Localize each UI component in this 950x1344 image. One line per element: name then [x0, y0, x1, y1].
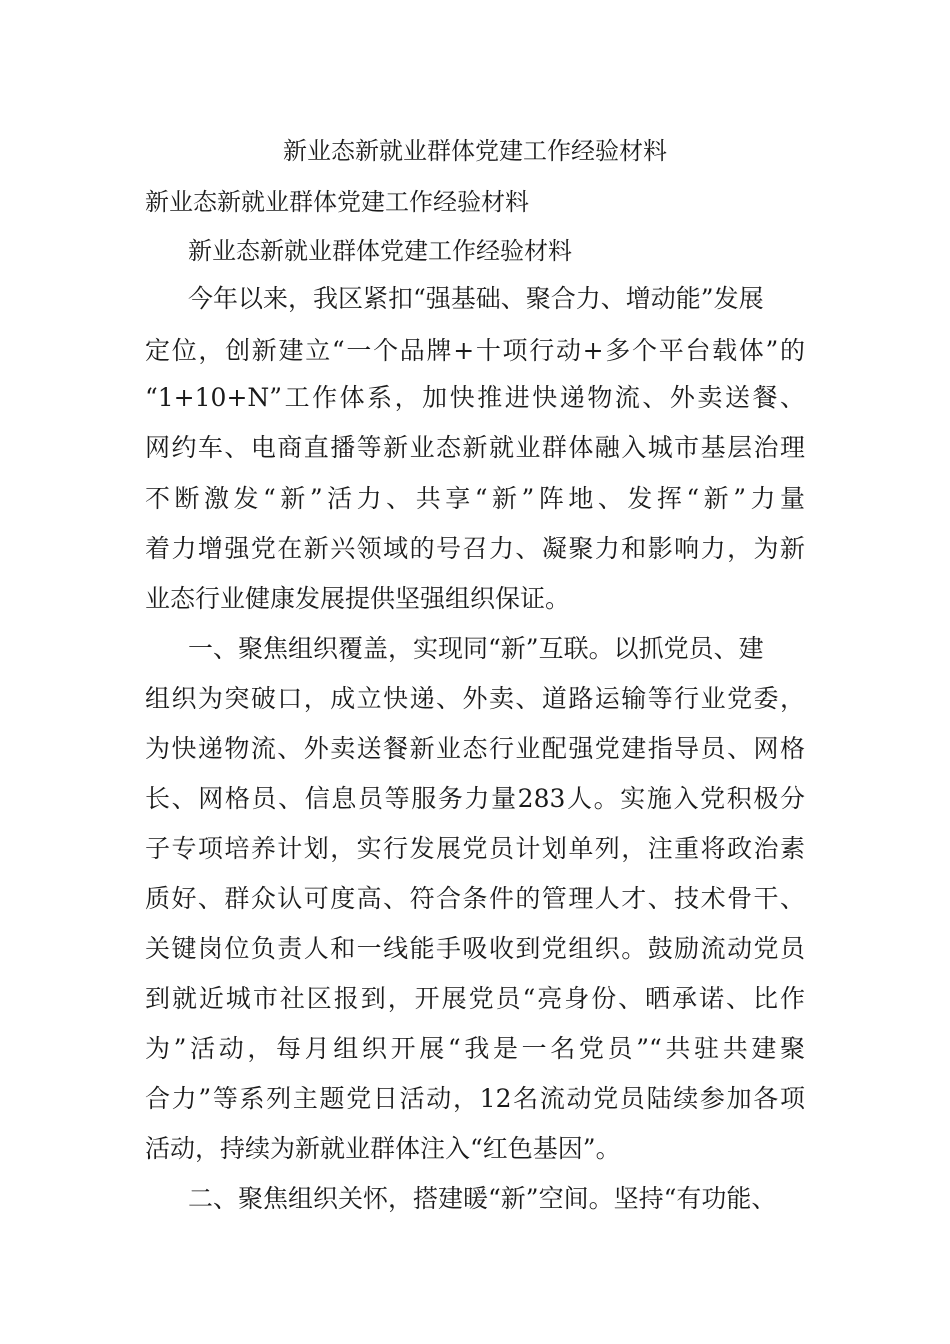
paragraph-1-line-4: 网约车、电商直播等新业态新就业群体融入城市基层治理	[145, 433, 805, 462]
paragraph-2-line-10: 合力”等系列主题党日活动，12名流动党员陆续参加各项	[145, 1084, 805, 1113]
paragraph-1-line-5: 不断激发“新”活力、共享“新”阵地、发挥“新”力量	[145, 484, 805, 513]
paragraph-1-line-3: “1+10+N”工作体系，加快推进快递物流、外卖送餐、	[145, 383, 805, 412]
paragraph-1-line-2: 定位，创新建立“一个品牌+十项行动+多个平台载体”的	[145, 336, 805, 365]
paragraph-1-line-6: 着力增强党在新兴领域的号召力、凝聚力和影响力，为新	[145, 534, 805, 563]
paragraph-1-line-1: 今年以来，我区紧扣“强基础、聚合力、增动能”发展	[188, 284, 764, 313]
document-title-indented: 新业态新就业群体党建工作经验材料	[188, 237, 572, 265]
paragraph-1-line-7: 业态行业健康发展提供坚强组织保证。	[145, 584, 571, 613]
paragraph-2-line-8: 到就近城市社区报到，开展党员“亮身份、晒承诺、比作	[145, 984, 805, 1013]
paragraph-2-line-4: 长、网格员、信息员等服务力量283人。实施入党积极分	[145, 784, 805, 813]
document-title-left: 新业态新就业群体党建工作经验材料	[145, 188, 529, 216]
paragraph-3-line-1: 二、聚焦组织关怀，搭建暖“新”空间。坚持“有功能、	[188, 1184, 777, 1213]
paragraph-2-line-5: 子专项培养计划，实行发展党员计划单列，注重将政治素	[145, 834, 805, 863]
paragraph-2-line-3: 为快递物流、外卖送餐新业态行业配强党建指导员、网格	[145, 734, 805, 763]
paragraph-2-line-9: 为”活动，每月组织开展“我是一名党员”“共驻共建聚	[145, 1034, 805, 1063]
paragraph-2-line-2: 组织为突破口，成立快递、外卖、道路运输等行业党委，	[145, 684, 805, 713]
document-title-centered: 新业态新就业群体党建工作经验材料	[283, 137, 667, 165]
paragraph-2-line-1: 一、聚焦组织覆盖，实现同“新”互联。以抓党员、建	[188, 634, 764, 663]
paragraph-2-line-11: 活动，持续为新就业群体注入“红色基因”。	[145, 1134, 621, 1163]
paragraph-2-line-7: 关键岗位负责人和一线能手吸收到党组织。鼓励流动党员	[145, 934, 805, 963]
paragraph-2-line-6: 质好、群众认可度高、符合条件的管理人才、技术骨干、	[145, 884, 805, 913]
